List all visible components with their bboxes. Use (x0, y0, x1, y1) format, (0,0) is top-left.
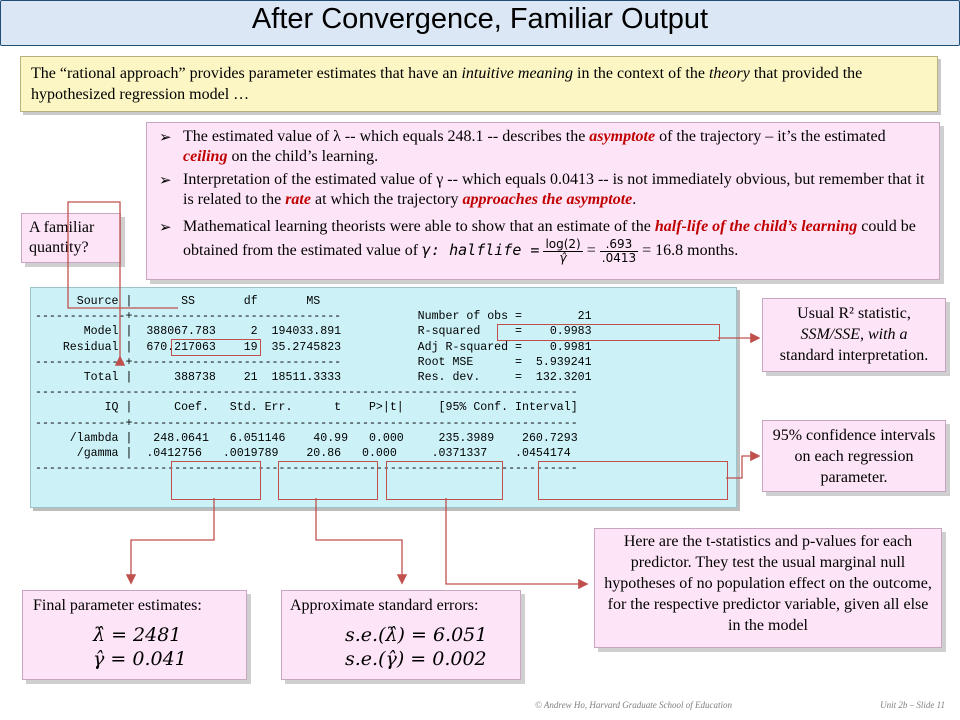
familiar-quantity-box: A familiar quantity? (21, 213, 121, 263)
rsq-line-3: standard interpretation. (779, 347, 929, 364)
frac-denominator: γ̂ (559, 251, 567, 265)
connector-approx (316, 498, 402, 582)
frac-numerator: log(2) (545, 237, 581, 251)
standard-errors-title: Approximate standard errors: (290, 597, 479, 614)
arrow-bullet-icon: ➢ (159, 128, 172, 146)
arrow-bullet-icon: ➢ (159, 171, 172, 189)
connector-final (131, 498, 214, 582)
connector-ci (726, 456, 758, 478)
bullet-text: Interpretation of the estimated value of γ -- which equals 0.0413 -- is not immediately obvious, but remember that it is related to the (183, 171, 925, 208)
intro-text-2: in the context of the (573, 65, 709, 82)
halflife-result: = 16.8 (642, 242, 684, 260)
lambda-hat-equation: λ̂ = 2481 (93, 624, 182, 646)
emph-approaches: approaches the asymptote (462, 191, 633, 208)
connector-tstats (446, 498, 586, 584)
intro-text-3: that provided the hypothesized regression model … (31, 65, 863, 103)
final-estimates-title: Final parameter estimates: (33, 597, 202, 614)
bullet-text: Mathematical learning theorists were able to show that an estimate of the (183, 218, 655, 235)
footer (535, 700, 945, 710)
emph-asymptote: asymptote (589, 128, 656, 145)
emph-ceiling: ceiling (183, 148, 228, 165)
halflife-unit: months. (683, 242, 739, 260)
footer-credit: © Andrew Ho, Harvard Graduate School of Education (535, 700, 732, 710)
gamma-hat-equation: γ̂ = 0.041 (93, 648, 187, 670)
bullet-text: at which the trajectory (310, 191, 463, 208)
bullet-text: of the trajectory – it’s the estimated (655, 128, 886, 145)
bullet-text: on the child’s learning. (227, 148, 379, 165)
se-lambda-equation: s.e.(λ̂) = 6.051 (345, 624, 488, 646)
rsq-line-2: SSM/SSE, with a (800, 326, 908, 343)
bullet-text: could be obtained from the estimated value of (183, 218, 916, 260)
emph-halflife: half-life of the child’s learning (654, 218, 858, 235)
connector-familiar (68, 202, 178, 358)
bullet-text: . (632, 191, 637, 208)
frac-numerator: .693 (600, 238, 638, 252)
intro-emph-1: intuitive meaning (461, 65, 573, 82)
emph-rate: rate (285, 191, 311, 208)
ci-callout: 95% confidence intervals on each regression parameter. (762, 420, 946, 492)
intro-emph-2: theory (708, 65, 750, 82)
frac-denominator: .0413 (601, 251, 637, 265)
tstats-callout: Here are the t-statistics and p-values for each predictor. They test the usual marginal null hypotheses of no population effect on the outcome, for the respective predictor variable, given all else in the model (594, 528, 942, 648)
regression-output-text: Source | SS df MS -------------+------------------------------ Number of obs = 21 Model | 388067.783 2 194033.891 R-squared = 0.9983 Residual | 670.217063 19 35.2745823 Adj R-squared = 0.9981 -------------+------------------------------ Root MSE = 5.939241 Total | 388738 21 18511.3333 Res. dev. = 132.3201 ------------------------------------------------------------------------------ IQ | Coef. Std. Err. t P>|t| [95% Conf. Interval] -------------+---------------------------------------------------------------- /lambda | 248.0641 6.051146 40.99 0.000 235.3989 260.7293 /gamma | .0412756 .0019789 20.86 0.000 .0371337 .0454174 ------------------------------------------------------------------------------ (35, 295, 592, 476)
intro-text-1: The “rational approach” provides parameter estimates that have an (31, 65, 462, 82)
se-gamma-equation: s.e.(γ̂) = 0.002 (345, 648, 487, 670)
arrow-bullet-icon: ➢ (159, 218, 172, 236)
halflife-formula: γ: halflife = (422, 241, 540, 260)
bullet-text: The estimated value of λ -- which equals 248.1 -- describes the (183, 128, 590, 145)
equals-sign: = (586, 242, 596, 260)
footer-slide-number: Unit 2b – Slide 11 (880, 700, 945, 710)
slide-title: After Convergence, Familiar Output (251, 3, 709, 35)
rsq-line-1: Usual R² statistic, (797, 305, 911, 322)
